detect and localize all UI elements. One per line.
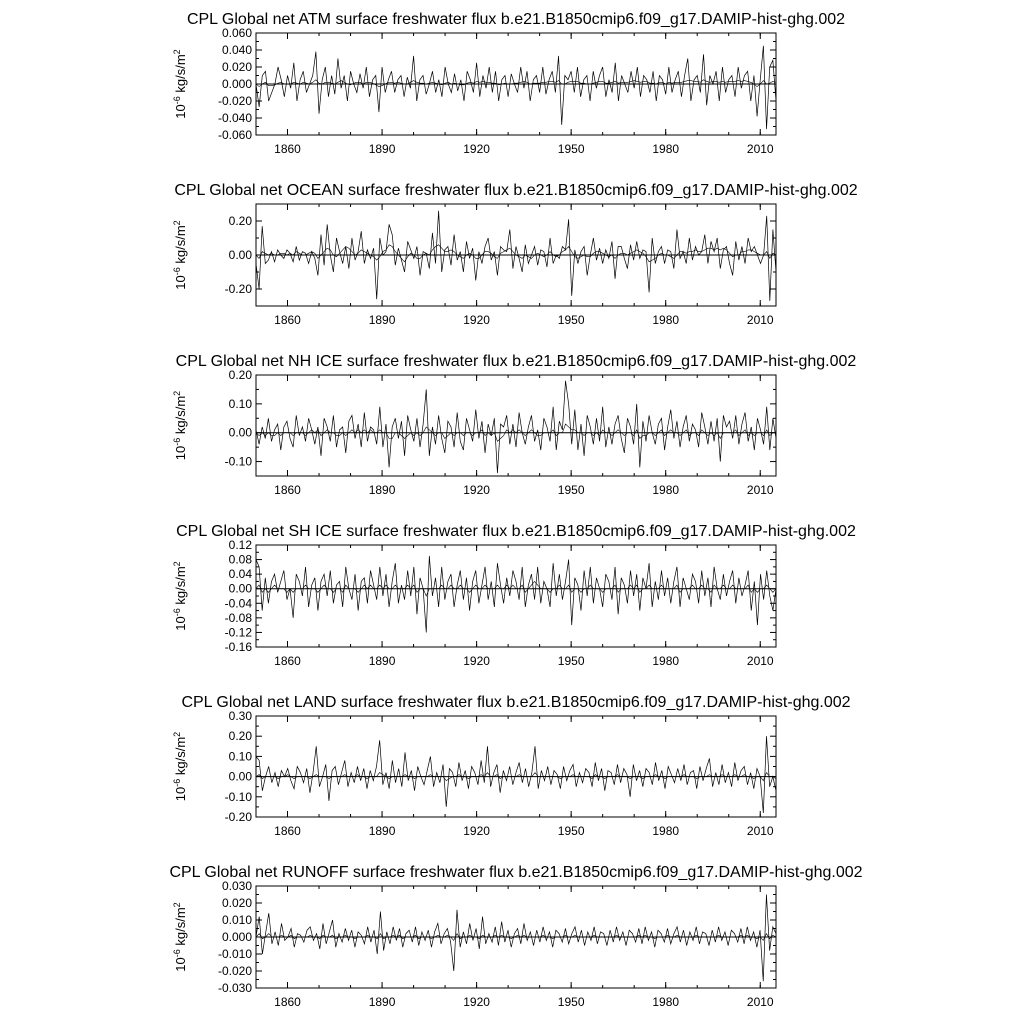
y-tick-label: 0.08	[228, 552, 252, 567]
y-tick-label: -0.10	[224, 789, 252, 804]
y-axis-label	[172, 220, 188, 289]
panel-title: CPL Global net RUNOFF surface freshwater flux b.e21.B1850cmip6.f09_g17.DAMIP-hist-ghg.002	[169, 864, 863, 881]
x-tick-label: 1980	[652, 483, 680, 497]
plot-frame	[256, 375, 776, 476]
y-tick-label: 0.000	[221, 77, 252, 91]
x-tick-label: 2010	[746, 313, 774, 327]
y-tick-label: 0.12	[228, 538, 252, 552]
y-axis-label-sup: 2	[172, 220, 182, 226]
y-tick-label: 0.20	[228, 368, 252, 382]
x-tick-label: 1860	[274, 483, 301, 497]
y-axis-label-sup: 2	[172, 731, 182, 737]
x-tick-label: 1980	[652, 142, 680, 156]
y-axis-label-unit: kg/s/m	[173, 54, 188, 97]
x-tick-label: 2010	[746, 824, 774, 838]
y-axis-label-base: 10	[173, 445, 188, 461]
y-tick-label: 0.000	[221, 930, 252, 944]
y-tick-label: 0.10	[228, 396, 252, 411]
series-line-annual	[256, 556, 776, 633]
y-axis-label-unit: kg/s/m	[173, 395, 188, 438]
y-tick-label: 0.04	[228, 567, 252, 582]
y-tick-label: 0.10	[228, 749, 252, 764]
x-tick-label: 1920	[463, 995, 490, 1009]
x-tick-label: 2010	[746, 142, 774, 156]
y-axis-label-sup: 2	[172, 390, 182, 396]
series-line-annual	[256, 381, 776, 473]
y-tick-label: 0.20	[228, 729, 252, 744]
y-axis-label-exp: -6	[172, 267, 182, 276]
series-line-annual	[256, 895, 776, 982]
y-axis-label	[172, 391, 188, 460]
series-line-annual	[256, 736, 776, 813]
x-tick-label: 1920	[463, 654, 490, 668]
series-line-annual	[256, 46, 776, 129]
x-tick-label: 1860	[274, 824, 301, 838]
y-axis-label-exp: -6	[172, 949, 182, 958]
y-tick-label: -0.12	[224, 625, 252, 640]
y-tick-label: 0.00	[228, 581, 252, 596]
y-axis-label-unit: kg/s/m	[173, 566, 188, 609]
x-tick-label: 1980	[652, 995, 680, 1009]
y-tick-label: -0.16	[224, 640, 252, 654]
y-tick-label: -0.040	[217, 111, 252, 125]
plot-frame	[256, 716, 776, 817]
y-axis-label-exp: -6	[172, 608, 182, 617]
x-tick-label: 1860	[274, 995, 301, 1009]
panel-title: CPL Global net NH ICE surface freshwater flux b.e21.B1850cmip6.f09_g17.DAMIP-hist-ghg.002	[175, 353, 857, 370]
x-tick-label: 1950	[557, 995, 585, 1009]
y-tick-label: 0.040	[221, 43, 252, 57]
panel-title: CPL Global net OCEAN surface freshwater flux b.e21.B1850cmip6.f09_g17.DAMIP-hist-ghg.002	[174, 182, 858, 199]
x-tick-label: 1860	[274, 142, 301, 156]
y-axis-label-sup: 2	[172, 49, 182, 55]
x-tick-label: 1950	[557, 142, 585, 156]
panel-2	[172, 182, 858, 327]
panel-3	[172, 353, 856, 497]
y-axis-label	[172, 902, 188, 971]
y-tick-label: 0.030	[221, 879, 252, 893]
y-axis-label	[172, 732, 188, 801]
x-tick-label: 1920	[463, 313, 490, 327]
x-tick-label: 1980	[652, 824, 680, 838]
y-axis-label-base: 10	[173, 104, 188, 119]
y-tick-label: -0.020	[217, 94, 252, 108]
y-axis-label	[172, 561, 188, 630]
panel-1	[172, 11, 845, 156]
y-axis-label-exp: -6	[172, 437, 182, 446]
y-tick-label: -0.08	[224, 610, 252, 625]
y-tick-label: -0.10	[224, 454, 252, 469]
y-tick-label: 0.060	[221, 26, 252, 40]
y-tick-label: 0.00	[228, 425, 252, 440]
x-tick-label: 1890	[368, 654, 396, 668]
y-tick-label: -0.20	[224, 810, 252, 824]
panel-title: CPL Global net SH ICE surface freshwater flux b.e21.B1850cmip6.f09_g17.DAMIP-hist-ghg.002	[176, 523, 856, 540]
y-tick-label: -0.010	[217, 947, 252, 961]
y-axis-label-unit: kg/s/m	[173, 907, 188, 950]
x-tick-label: 1890	[368, 142, 396, 156]
x-tick-label: 1890	[368, 824, 396, 838]
y-axis-label-base: 10	[173, 275, 188, 290]
x-tick-label: 1920	[463, 142, 490, 156]
x-tick-label: 2010	[746, 654, 774, 668]
x-tick-label: 1920	[463, 824, 490, 838]
y-tick-label: 0.30	[228, 709, 252, 723]
x-tick-label: 1980	[652, 313, 680, 327]
x-tick-label: 1890	[368, 313, 396, 327]
panel-title: CPL Global net LAND surface freshwater flux b.e21.B1850cmip6.f09_g17.DAMIP-hist-ghg.002	[181, 694, 851, 711]
x-tick-label: 1890	[368, 995, 396, 1009]
y-tick-label: 0.00	[228, 248, 252, 262]
y-axis-label-sup: 2	[172, 561, 182, 567]
y-tick-label: 0.020	[221, 896, 252, 910]
x-tick-label: 1950	[557, 313, 585, 327]
y-tick-label: 0.010	[221, 913, 252, 927]
x-tick-label: 1950	[557, 824, 585, 838]
panel-title: CPL Global net ATM surface freshwater flux b.e21.B1850cmip6.f09_g17.DAMIP-hist-ghg.002	[186, 11, 846, 28]
y-tick-label: 0.020	[221, 60, 252, 74]
y-tick-label: 0.00	[228, 769, 252, 784]
x-tick-label: 1860	[274, 654, 301, 668]
y-axis-label-base: 10	[173, 957, 188, 972]
x-tick-label: 1860	[274, 313, 301, 327]
y-tick-label: -0.20	[224, 282, 252, 296]
y-tick-label: 0.20	[228, 214, 252, 228]
series-line-annual	[256, 211, 776, 301]
plot-frame	[256, 545, 776, 647]
x-tick-label: 1980	[652, 654, 680, 668]
y-axis-label-base: 10	[173, 616, 188, 631]
x-tick-label: 2010	[746, 995, 774, 1009]
y-axis-label-exp: -6	[172, 778, 182, 787]
x-tick-label: 1890	[368, 483, 396, 497]
x-tick-label: 1950	[557, 654, 585, 668]
y-axis-label	[172, 49, 188, 118]
y-axis-label-exp: -6	[172, 96, 182, 105]
y-tick-label: -0.04	[224, 596, 252, 611]
y-axis-label-unit: kg/s/m	[173, 225, 188, 268]
x-tick-label: 1950	[557, 483, 585, 497]
y-axis-label-sup: 2	[172, 902, 182, 908]
y-axis-label-unit: kg/s/m	[173, 736, 188, 779]
y-tick-label: -0.020	[217, 964, 252, 978]
y-tick-label: -0.060	[217, 128, 252, 142]
panel-4	[172, 523, 856, 668]
y-axis-label-base: 10	[173, 786, 188, 802]
panel-5	[172, 694, 851, 838]
x-tick-label: 2010	[746, 483, 774, 497]
y-tick-label: -0.030	[217, 981, 252, 995]
panel-6	[169, 864, 862, 1009]
x-tick-label: 1920	[463, 483, 490, 497]
